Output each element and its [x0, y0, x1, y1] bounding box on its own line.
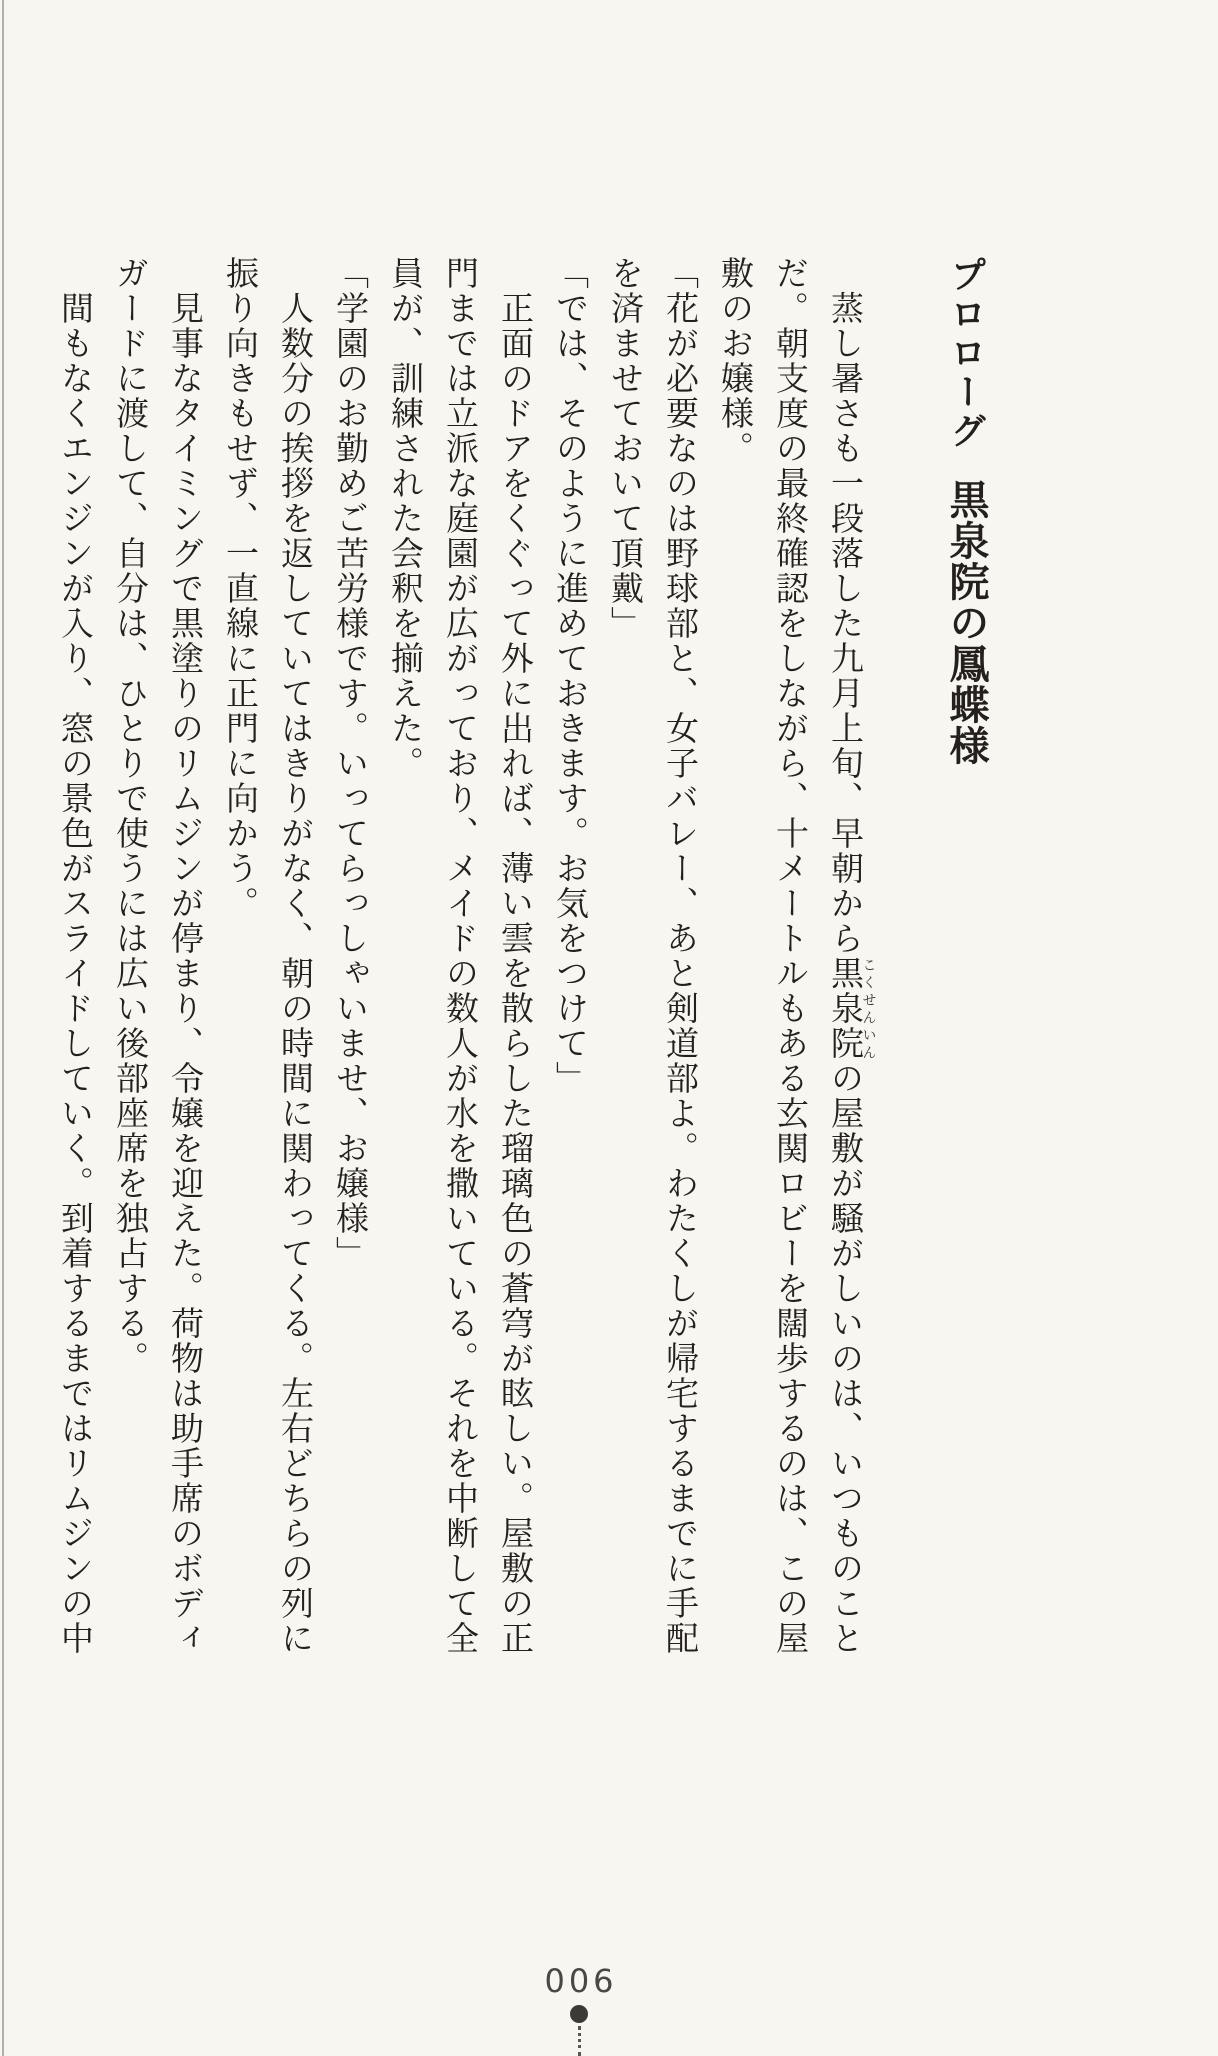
body-line-11: 人数分の挨拶を返していてはきりがなく、朝の時間に関わってくる。左右どちらの列に	[276, 256, 312, 1656]
chapter-heading	[937, 256, 995, 1656]
chapter-title: 黒泉院の鳳蝶様	[944, 479, 989, 766]
footer-dotted-line	[578, 2026, 581, 2056]
body-line-3: 敷のお嬢様。	[716, 256, 752, 466]
body-line-9: 員が、訓練された会釈を揃えた。	[386, 256, 422, 781]
body-line-2: だ。朝支度の最終確認をしながら、十メートルもある玄関ロビーを闊歩するのは、この屋	[771, 256, 807, 1656]
body-line-14: ガードに渡して、自分は、ひとりで使うには広い後部座席を独占する。	[111, 256, 147, 1376]
body-line-8: 門までは立派な庭園が広がっており、メイドの数人が水を撒いている。それを中断して全	[441, 256, 477, 1656]
body-line-15: 間もなくエンジンが入り、窓の景色がスライドしていく。到着するまではリムジンの中	[56, 256, 92, 1656]
scan-edge-line	[2, 0, 4, 2056]
body-line-4: 「花が必要なのは野球部と、女子バレー、あと剣道部よ。わたくしが帰宅するまでに手配	[661, 256, 697, 1656]
body-line-10: 「学園のお勤めご苦労様です。いってらっしゃいませ、お嬢様」	[331, 256, 367, 1271]
body-line-1-before: 蒸し暑さも一段落した九月上旬、早朝から	[826, 256, 862, 956]
body-line-1	[816, 256, 875, 1656]
body-line-12: 振り向きもせず、一直線に正門に向かう。	[221, 256, 257, 921]
body-line-1-after: の屋敷が騒がしいのは、いつものこと	[826, 1061, 862, 1656]
prologue-label: プロローグ	[946, 256, 986, 451]
body-line-6: 「では、そのように進めておきます。お気をつけて」	[551, 256, 587, 1096]
body-line-7: 正面のドアをくぐって外に出れば、薄い雲を散らした瑠璃色の蒼穹が眩しい。屋敷の正	[496, 256, 532, 1656]
furigana-base: 黒泉院	[826, 956, 862, 1061]
body-line-13: 見事なタイミングで黒塗りのリムジンが停まり、令嬢を迎えた。荷物は助手席のボディ	[166, 256, 202, 1656]
page-number: 006	[544, 1962, 618, 2000]
vertical-text-block	[46, 256, 1055, 1656]
footer-dot	[570, 2005, 588, 2023]
body-line-5: を済ませておいて頂戴」	[606, 256, 642, 641]
furigana-ruby	[826, 956, 876, 1061]
furigana-text: こくせんいん	[860, 956, 876, 1061]
